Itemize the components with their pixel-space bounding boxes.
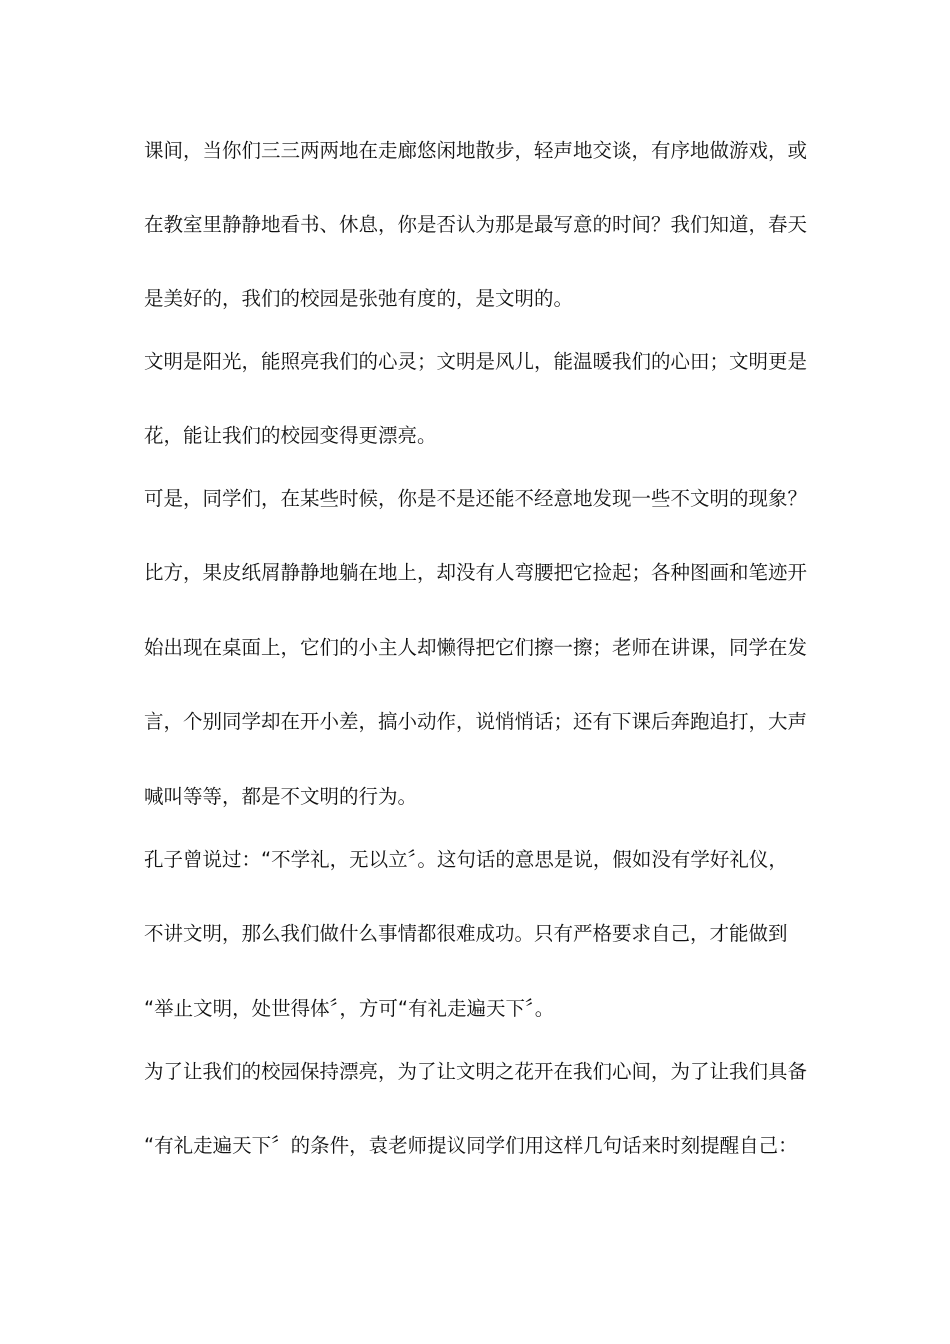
- text-line-7: 比方，果皮纸屑静静地躺在地上，却没有人弯腰把它捡起；各种图画和笔迹开: [144, 561, 808, 584]
- text-line-15: “有礼走遍天下〞的条件，袁老师提议同学们用这样几句话来时刻提醒自己：: [144, 1134, 798, 1157]
- text-line-6: 可是，同学们，在某些时候，你是不是还能不经意地发现一些不文明的现象？: [144, 487, 808, 510]
- text-line-1: 课间，当你们三三两两地在走廊悠闲地散步，轻声地交谈，有序地做游戏，或: [144, 139, 808, 162]
- text-line-9: 言，个别同学却在开小差，搞小动作，说悄悄话；还有下课后奔跑追打，大声: [144, 710, 808, 733]
- text-line-8: 始出现在桌面上，它们的小主人却懒得把它们擦一擦；老师在讲课，同学在发: [144, 636, 808, 659]
- text-line-13: “举止文明，处世得体〞，方可“有礼走遍天下〞。: [144, 997, 555, 1020]
- text-line-5: 花，能让我们的校园变得更漂亮。: [144, 424, 437, 447]
- text-line-10: 喊叫等等，都是不文明的行为。: [144, 785, 418, 808]
- text-line-12: 不讲文明，那么我们做什么事情都很难成功。只有严格要求自己，才能做到: [144, 922, 788, 945]
- text-line-14: 为了让我们的校园保持漂亮，为了让文明之花开在我们心间，为了让我们具备: [144, 1060, 808, 1083]
- text-line-3: 是美好的，我们的校园是张弛有度的，是文明的。: [144, 287, 574, 310]
- text-line-11: 孔子曾说过：“不学礼，无以立〞。这句话的意思是说，假如没有学好礼仪，: [144, 848, 788, 871]
- text-line-4: 文明是阳光，能照亮我们的心灵；文明是风儿，能温暖我们的心田；文明更是: [144, 350, 808, 373]
- text-line-2: 在教室里静静地看书、休息，你是否认为那是最写意的时间？我们知道，春天: [144, 213, 808, 236]
